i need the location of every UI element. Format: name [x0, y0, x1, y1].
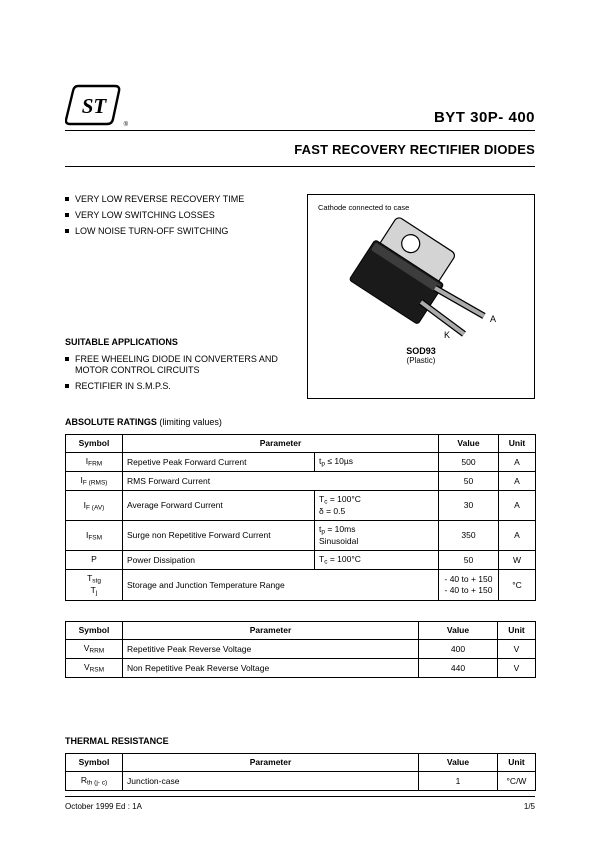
bullet-square-icon: [65, 384, 69, 388]
unit-cell: A: [499, 453, 536, 472]
absolute-ratings-note: (limiting values): [156, 417, 222, 427]
feature-item: [65, 226, 295, 237]
feature-item: [65, 210, 295, 221]
header-parameter: Parameter: [123, 435, 439, 453]
table-row: [66, 472, 536, 491]
parameter-cell: Surge non Repetitive Forward Current: [123, 521, 315, 551]
header-parameter: Parameter: [123, 622, 419, 640]
value-cell: 440: [419, 659, 498, 678]
value-cell: 30: [439, 491, 499, 521]
st-logo: [65, 84, 128, 128]
value-cell: 50: [439, 551, 499, 570]
table-row: [66, 772, 536, 791]
value-cell: 500: [439, 453, 499, 472]
symbol-cell: $I_{FRM}$: [66, 453, 123, 472]
header-unit: Unit: [499, 435, 536, 453]
parameter-cell: Non Repetitive Peak Reverse Voltage: [123, 659, 419, 678]
st-logo-icon: [65, 84, 121, 126]
unit-cell: °C: [499, 570, 536, 601]
header-value: Value: [419, 622, 498, 640]
table-header-row: [66, 622, 536, 640]
header-value: Value: [439, 435, 499, 453]
symbol-cell: P: [66, 551, 123, 570]
header-value: Value: [419, 754, 498, 772]
unit-cell: V: [498, 659, 536, 678]
table-row: [66, 570, 536, 601]
registered-mark: ®: [123, 122, 128, 128]
unit-cell: A: [499, 521, 536, 551]
header-parameter: Parameter: [123, 754, 419, 772]
applications-heading: SUITABLE APPLICATIONS: [65, 337, 178, 347]
parameter-cell: Storage and Junction Temperature Range: [123, 570, 439, 601]
header: [65, 0, 535, 131]
table-row: [66, 453, 536, 472]
condition-cell: $T_c = 100^\circ C$: [315, 551, 439, 570]
bullet-square-icon: [65, 197, 69, 201]
application-item: [65, 381, 295, 392]
absolute-ratings-heading: [65, 417, 535, 427]
symbol-cell: $I_{F (AV)}$: [66, 491, 123, 521]
feature-item: [65, 194, 295, 205]
table-row: [66, 551, 536, 570]
symbol-cell: $I_{F (RMS)}$: [66, 472, 123, 491]
bullet-square-icon: [65, 213, 69, 217]
unit-cell: A: [499, 491, 536, 521]
package-material: (Plastic): [406, 356, 436, 365]
page-title: FAST RECOVERY RECTIFIER DIODES: [65, 131, 535, 167]
footer-page-number: 1/5: [523, 802, 535, 811]
table-row: [66, 640, 536, 659]
header-symbol: Symbol: [66, 622, 123, 640]
symbol-cell: $V_{RRM}$: [66, 640, 123, 659]
unit-cell: V: [498, 640, 536, 659]
absolute-ratings-table: [65, 434, 536, 601]
condition-cell: $T_c = 100^\circ C$ δ = 0.5: [315, 491, 439, 521]
cathode-label: K: [444, 330, 451, 340]
value-cell: 1: [419, 772, 498, 791]
application-text: RECTIFIER IN S.M.P.S.: [75, 381, 171, 391]
bullet-square-icon: [65, 357, 69, 361]
table-header-row: [66, 754, 536, 772]
feature-text: LOW NOISE TURN-OFF SWITCHING: [75, 226, 229, 236]
value-cell: - 40 to + 150 - 40 to + 150: [439, 570, 499, 601]
unit-cell: W: [499, 551, 536, 570]
bullet-square-icon: [65, 229, 69, 233]
left-column: [65, 194, 307, 399]
footer: [65, 796, 535, 811]
svg-text:ST: ST: [81, 94, 107, 118]
application-item: [65, 354, 295, 376]
header-symbol: Symbol: [66, 754, 123, 772]
value-cell: 350: [439, 521, 499, 551]
header-symbol: Symbol: [66, 435, 123, 453]
parameter-cell: Repetitive Peak Reverse Voltage: [123, 640, 419, 659]
symbol-cell: $I_{FSM}$: [66, 521, 123, 551]
intro-section: [65, 194, 535, 399]
table-row: [66, 659, 536, 678]
table-row: [66, 521, 536, 551]
absolute-ratings-title: ABSOLUTE RATINGS: [65, 417, 157, 427]
thermal-resistance-heading: THERMAL RESISTANCE: [65, 736, 169, 746]
feature-text: VERY LOW SWITCHING LOSSES: [75, 210, 215, 220]
condition-cell: $t_p \le 10\mu s$: [315, 453, 439, 472]
symbol-cell: $V_{RSM}$: [66, 659, 123, 678]
table-row: [66, 491, 536, 521]
feature-text: VERY LOW REVERSE RECOVERY TIME: [75, 194, 245, 204]
condition-cell: $t_p = 10ms$ Sinusoidal: [315, 521, 439, 551]
anode-label: A: [490, 314, 497, 324]
value-cell: 50: [439, 472, 499, 491]
header-unit: Unit: [498, 622, 536, 640]
application-text: FREE WHEELING DIODE IN CONVERTERS AND MOTOR CONTROL CIRCUITS: [75, 354, 278, 375]
unit-cell: A: [499, 472, 536, 491]
parameter-cell: Average Forward Current: [123, 491, 315, 521]
parameter-cell: Junction-case: [123, 772, 419, 791]
thermal-resistance-table: [65, 753, 536, 791]
part-number: BYT 30P- 400: [433, 109, 535, 126]
value-cell: 400: [419, 640, 498, 659]
symbol-cell: $T_{stg}$ $T_j$: [66, 570, 123, 601]
parameter-cell: RMS Forward Current: [123, 472, 439, 491]
parameter-cell: Repetive Peak Forward Current: [123, 453, 315, 472]
header-unit: Unit: [498, 754, 536, 772]
package-note: Cathode connected to case: [318, 203, 410, 212]
package-box: [307, 194, 535, 399]
table-header-row: [66, 435, 536, 453]
parameter-cell: Power Dissipation: [123, 551, 315, 570]
package-name: SOD93: [406, 346, 436, 356]
unit-cell: °C/W: [498, 772, 536, 791]
footer-date: October 1999 Ed : 1A: [65, 802, 142, 811]
package-drawing: [308, 212, 534, 348]
applications-section: [65, 337, 295, 392]
reverse-voltage-table: [65, 621, 536, 678]
symbol-cell: $R_{th (j- c)}$: [66, 772, 123, 791]
